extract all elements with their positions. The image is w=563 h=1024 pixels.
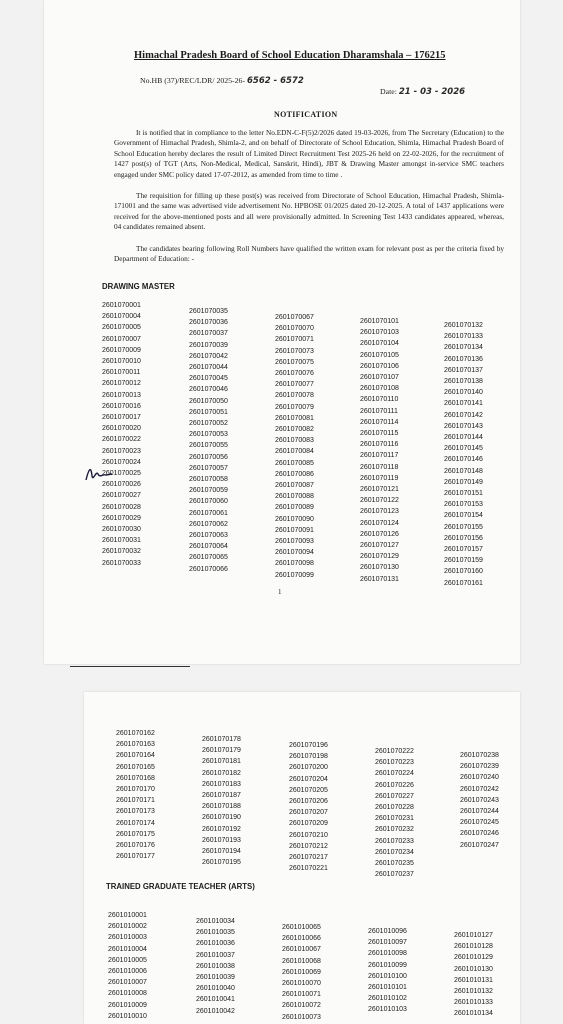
roll-number: 2601070081 — [275, 414, 314, 422]
roll-number: 2601070088 — [275, 493, 314, 501]
roll-number: 2601010002 — [108, 923, 147, 931]
roll-number: 2601070124 — [360, 519, 399, 527]
roll-number: 2601070134 — [444, 344, 483, 352]
roll-number: 2601070170 — [116, 786, 155, 794]
roll-number: 2601010127 — [454, 932, 493, 939]
roll-number: 2601010128 — [454, 943, 493, 951]
roll-number: 2601070183 — [202, 780, 241, 788]
roll-number: 2601070149 — [444, 478, 483, 486]
roll-number: 2601070009 — [102, 346, 141, 354]
roll-number: 2601070116 — [360, 441, 399, 449]
roll-number: 2601070206 — [289, 798, 328, 806]
roll-number: 2601010101 — [368, 984, 407, 992]
tgt-roll-column-1 — [108, 910, 147, 1022]
roll-number: 2601010004 — [108, 945, 147, 953]
roll-number: 2601070053 — [189, 431, 228, 439]
roll-number: 2601070099 — [275, 571, 314, 579]
notification-page-2 — [84, 692, 520, 1024]
roll-number: 2601070131 — [360, 575, 399, 583]
roll-column-cont-5 — [460, 750, 499, 851]
roll-number: 2601010099 — [368, 961, 407, 969]
roll-number: 2601070244 — [460, 808, 499, 816]
paragraph-requisition: The requisition for filling up these post(s) was received from Directorate of School Education, Himachal Pradesh, Shimla-171001 and the same was advertised vide advertisement No. HPBOSE 01/2025 dated 20-12-2025. A total of 1437 applications were received for the above-mentioned posts and all were provisionally admitted. In Screening Test 1433 candidates appeared, whereas, 04 candidates remained absent. — [114, 191, 504, 232]
roll-number: 2601070063 — [189, 532, 228, 540]
roll-number: 2601010042 — [196, 1007, 235, 1015]
tgt-roll-column-4 — [368, 926, 407, 1016]
roll-number: 2601070085 — [275, 459, 314, 467]
roll-number: 2601070087 — [275, 482, 314, 490]
roll-number: 2601070091 — [275, 526, 314, 534]
roll-number: 2601070114 — [360, 418, 399, 426]
roll-number: 2601070205 — [289, 786, 328, 794]
roll-number: 2601070224 — [375, 770, 414, 778]
roll-number: 2601070228 — [375, 804, 414, 812]
roll-number: 2601070151 — [444, 490, 483, 498]
page-divider — [70, 666, 190, 667]
roll-number: 2601070061 — [189, 509, 228, 517]
roll-number: 2601010071 — [282, 991, 321, 999]
roll-number: 2601070118 — [360, 463, 399, 471]
roll-column-cont-4 — [375, 746, 414, 880]
roll-number: 2601010068 — [282, 957, 321, 965]
roll-number: 2601070240 — [460, 774, 499, 782]
roll-number: 2601070016 — [102, 402, 141, 410]
roll-number: 2601070122 — [360, 497, 399, 505]
roll-number: 2601070025 — [102, 470, 141, 478]
roll-number: 2601070082 — [275, 426, 314, 434]
board-title: Himachal Pradesh Board of School Education Dharamshala – 176215 — [134, 50, 446, 61]
roll-number: 2601070212 — [289, 842, 328, 850]
roll-number: 2601070243 — [460, 796, 499, 804]
roll-number: 2601070142 — [444, 411, 483, 419]
roll-number: 2601070073 — [275, 347, 314, 355]
roll-number: 2601070077 — [275, 381, 314, 389]
roll-number: 2601070084 — [275, 448, 314, 456]
roll-number: 2601010129 — [454, 954, 493, 962]
roll-number: 2601070140 — [444, 389, 483, 397]
roll-number: 2601070198 — [289, 753, 328, 761]
roll-number: 2601070164 — [116, 752, 155, 760]
roll-number: 2601070154 — [444, 512, 483, 520]
roll-number: 2601070133 — [444, 333, 483, 341]
roll-number: 2601070022 — [102, 436, 141, 444]
roll-number: 2601010070 — [282, 980, 321, 988]
roll-number: 2601070145 — [444, 445, 483, 453]
roll-column-cont-3 — [289, 740, 328, 874]
roll-number: 2601010097 — [368, 939, 407, 947]
roll-number: 2601070157 — [444, 546, 483, 554]
roll-number: 2601070026 — [102, 481, 141, 489]
roll-number: 2601010067 — [282, 946, 321, 954]
roll-number: 2601070059 — [189, 487, 228, 495]
reference-handwritten: 6562 - 6572 — [247, 76, 304, 86]
roll-number: 2601070037 — [189, 330, 228, 338]
reference-prefix: No.HB (37)/REC/LDR/ 2025-26- — [140, 76, 246, 85]
roll-number: 2601010072 — [282, 1002, 321, 1010]
roll-number: 2601070187 — [202, 792, 241, 800]
roll-number: 2601010010 — [108, 1012, 147, 1020]
roll-number: 2601070174 — [116, 819, 155, 827]
roll-number: 2601070058 — [189, 476, 228, 484]
roll-number: 2601010001 — [108, 912, 147, 919]
roll-number: 2601010003 — [108, 934, 147, 942]
roll-number: 2601070056 — [189, 453, 228, 461]
roll-number: 2601010098 — [368, 950, 407, 958]
roll-number: 2601070235 — [375, 860, 414, 868]
notification-page-1 — [44, 0, 520, 664]
roll-column-4 — [360, 316, 399, 585]
roll-number: 2601070146 — [444, 456, 483, 464]
roll-number: 2601070066 — [189, 565, 228, 573]
roll-number: 2601010036 — [196, 940, 235, 948]
roll-number: 2601070106 — [360, 362, 399, 370]
roll-number: 2601070067 — [275, 314, 314, 321]
roll-number: 2601070027 — [102, 492, 141, 500]
roll-number: 2601070242 — [460, 785, 499, 793]
roll-number: 2601070083 — [275, 437, 314, 445]
roll-number: 2601070004 — [102, 313, 141, 321]
roll-number: 2601070159 — [444, 557, 483, 565]
roll-number: 2601070029 — [102, 514, 141, 522]
roll-number: 2601070190 — [202, 814, 241, 822]
roll-number: 2601070160 — [444, 568, 483, 576]
paragraph-qualified: The candidates bearing following Roll Numbers have qualified the written exam for relevant post as per the criteria fixed by Department of Education: - — [114, 244, 504, 264]
roll-number: 2601070023 — [102, 447, 141, 455]
roll-number: 2601070105 — [360, 351, 399, 359]
roll-number: 2601070031 — [102, 537, 141, 545]
roll-number: 2601070115 — [360, 430, 399, 438]
roll-number: 2601070161 — [444, 579, 483, 587]
roll-number: 2601010035 — [196, 929, 235, 937]
roll-number: 2601070057 — [189, 464, 228, 472]
roll-number: 2601070129 — [360, 553, 399, 561]
roll-number: 2601070192 — [202, 825, 241, 833]
roll-number: 2601070007 — [102, 335, 141, 343]
roll-number: 2601070036 — [189, 319, 228, 327]
date-handwritten: 21 - 03 - 2026 — [398, 87, 466, 97]
roll-column-cont-1 — [116, 728, 155, 862]
roll-number: 2601010066 — [282, 935, 321, 943]
roll-number: 2601070173 — [116, 808, 155, 816]
roll-number: 2601070179 — [202, 747, 241, 755]
roll-number: 2601010073 — [282, 1013, 321, 1021]
roll-number: 2601010069 — [282, 968, 321, 976]
roll-number: 2601070194 — [202, 848, 241, 856]
roll-number: 2601070136 — [444, 355, 483, 363]
roll-number: 2601070111 — [360, 407, 398, 415]
roll-number: 2601070226 — [375, 781, 414, 789]
roll-number: 2601070246 — [460, 830, 499, 838]
roll-number: 2601010038 — [196, 962, 235, 970]
tgt-roll-column-5 — [454, 930, 493, 1020]
roll-number: 2601070012 — [102, 380, 141, 388]
roll-number: 2601070177 — [116, 853, 155, 861]
roll-number: 2601070110 — [360, 396, 399, 404]
roll-number: 2601070155 — [444, 523, 483, 531]
roll-number: 2601010132 — [454, 988, 493, 996]
roll-number: 2601070204 — [289, 775, 328, 783]
roll-number: 2601070247 — [460, 841, 499, 849]
roll-number: 2601070076 — [275, 370, 314, 378]
roll-number: 2601070017 — [102, 414, 141, 422]
roll-number: 2601070086 — [275, 470, 314, 478]
roll-number: 2601070107 — [360, 374, 399, 382]
tgt-roll-column-2 — [196, 916, 235, 1017]
roll-number: 2601010040 — [196, 985, 235, 993]
roll-number: 2601070020 — [102, 425, 141, 433]
roll-number: 2601070138 — [444, 378, 483, 386]
roll-number: 2601070011 — [102, 369, 141, 377]
roll-number: 2601070108 — [360, 385, 399, 393]
roll-number: 2601070117 — [360, 452, 399, 460]
roll-number: 2601070055 — [189, 442, 228, 450]
roll-number: 2601070045 — [189, 375, 228, 383]
roll-number: 2601070030 — [102, 526, 141, 534]
roll-number: 2601070060 — [189, 498, 228, 506]
roll-number: 2601070132 — [444, 322, 483, 329]
roll-column-2 — [189, 306, 228, 575]
roll-number: 2601070200 — [289, 764, 328, 772]
roll-number: 2601070101 — [360, 318, 399, 325]
roll-number: 2601070044 — [189, 364, 228, 372]
roll-column-cont-2 — [202, 734, 241, 868]
roll-number: 2601010102 — [368, 995, 407, 1003]
roll-number: 2601070123 — [360, 508, 399, 516]
roll-number: 2601070094 — [275, 549, 314, 557]
roll-number: 2601010103 — [368, 1006, 407, 1014]
roll-column-5 — [444, 320, 483, 589]
tgt-roll-column-3 — [282, 922, 321, 1023]
roll-number: 2601070126 — [360, 530, 399, 538]
roll-number: 2601070121 — [360, 486, 399, 494]
roll-number: 2601070075 — [275, 358, 314, 366]
roll-number: 2601010100 — [368, 972, 407, 980]
roll-number: 2601070245 — [460, 819, 499, 827]
roll-number: 2601070237 — [375, 871, 414, 879]
roll-number: 2601070182 — [202, 769, 241, 777]
roll-number: 2601070052 — [189, 420, 228, 428]
roll-number: 2601070162 — [116, 730, 155, 737]
roll-number: 2601070165 — [116, 763, 155, 771]
date-label: Date: — [380, 87, 397, 96]
roll-number: 2601010005 — [108, 956, 147, 964]
roll-number: 2601010134 — [454, 1010, 493, 1018]
roll-number: 2601070033 — [102, 559, 141, 567]
roll-number: 2601070104 — [360, 340, 399, 348]
roll-number: 2601070222 — [375, 748, 414, 755]
roll-number: 2601070171 — [116, 797, 155, 805]
roll-number: 2601070071 — [275, 336, 314, 344]
roll-number: 2601070148 — [444, 467, 483, 475]
roll-number: 2601070238 — [460, 752, 499, 759]
roll-number: 2601010039 — [196, 974, 235, 982]
page-number: 1 — [278, 588, 282, 596]
roll-number: 2601070143 — [444, 422, 483, 430]
roll-number: 2601070089 — [275, 504, 314, 512]
roll-number: 2601070232 — [375, 826, 414, 834]
roll-number: 2601070079 — [275, 403, 314, 411]
roll-number: 2601070239 — [460, 763, 499, 771]
roll-number: 2601070042 — [189, 352, 228, 360]
notification-date — [380, 87, 465, 97]
roll-column-3 — [275, 312, 314, 581]
roll-number: 2601070001 — [102, 302, 141, 309]
roll-number: 2601070175 — [116, 830, 155, 838]
roll-number: 2601010133 — [454, 999, 493, 1007]
roll-number: 2601070064 — [189, 543, 228, 551]
roll-column-1 — [102, 300, 141, 569]
reference-number — [140, 76, 304, 86]
roll-number: 2601070065 — [189, 554, 228, 562]
roll-number: 2601070046 — [189, 386, 228, 394]
roll-number: 2601010096 — [368, 928, 407, 935]
notification-heading: NOTIFICATION — [274, 110, 338, 119]
roll-number: 2601070188 — [202, 803, 241, 811]
roll-number: 2601070193 — [202, 836, 241, 844]
roll-number: 2601070119 — [360, 474, 399, 482]
signature-mark — [84, 462, 114, 484]
roll-number: 2601070217 — [289, 854, 328, 862]
roll-number: 2601070028 — [102, 503, 141, 511]
roll-number: 2601070210 — [289, 831, 328, 839]
roll-number: 2601010131 — [454, 976, 493, 984]
section-title-tgt-arts: TRAINED GRADUATE TEACHER (ARTS) — [106, 882, 255, 891]
roll-number: 2601070163 — [116, 741, 155, 749]
roll-number: 2601070137 — [444, 366, 483, 374]
paragraph-intro: It is notified that in compliance to the letter No.EDN-C-F(5)2/2026 dated 19-03-2026, from The Secretary (Education) to the Government of Himachal Pradesh, Shimla-2, and on behalf of Directorate of School Education, Shimla, Himachal Pradesh Board of School Education hereby declares the result of Limited Direct Recruitment Test 2025-26 held on 22-02-2026, for the recruitment of 1427 post(s) of TGT (Arts, Non-Medical, Medical, Sanskrit, Hindi), JBT & Drawing Master amongst in-service SMC teachers engaged under SMC policy dated 17-07-2012, as amended from time to time . — [114, 128, 504, 179]
roll-number: 2601070062 — [189, 520, 228, 528]
roll-number: 2601070098 — [275, 560, 314, 568]
roll-number: 2601070196 — [289, 742, 328, 749]
roll-number: 2601010065 — [282, 924, 321, 931]
roll-number: 2601070078 — [275, 392, 314, 400]
roll-number: 2601010130 — [454, 965, 493, 973]
roll-number: 2601070207 — [289, 809, 328, 817]
roll-number: 2601070013 — [102, 391, 141, 399]
roll-number: 2601070090 — [275, 515, 314, 523]
roll-number: 2601010041 — [196, 996, 235, 1004]
roll-number: 2601070141 — [444, 400, 483, 408]
roll-number: 2601070144 — [444, 434, 483, 442]
roll-number: 2601070156 — [444, 534, 483, 542]
roll-number: 2601070127 — [360, 542, 399, 550]
roll-number: 2601070209 — [289, 820, 328, 828]
roll-number: 2601070010 — [102, 358, 141, 366]
roll-number: 2601010037 — [196, 951, 235, 959]
roll-number: 2601070039 — [189, 341, 228, 349]
roll-number: 2601010006 — [108, 968, 147, 976]
roll-number: 2601070178 — [202, 736, 241, 743]
roll-number: 2601070024 — [102, 458, 141, 466]
roll-number: 2601070093 — [275, 538, 314, 546]
roll-number: 2601010007 — [108, 979, 147, 987]
roll-number: 2601070035 — [189, 308, 228, 315]
section-title-drawing-master: DRAWING MASTER — [102, 282, 175, 291]
roll-number: 2601070234 — [375, 848, 414, 856]
roll-number: 2601070050 — [189, 397, 228, 405]
roll-number: 2601070103 — [360, 329, 399, 337]
roll-number: 2601070221 — [289, 865, 328, 873]
roll-number: 2601070168 — [116, 774, 155, 782]
roll-number: 2601070070 — [275, 325, 314, 333]
roll-number: 2601010009 — [108, 1001, 147, 1009]
roll-number: 2601070227 — [375, 792, 414, 800]
roll-number: 2601010008 — [108, 990, 147, 998]
roll-number: 2601070223 — [375, 759, 414, 767]
roll-number: 2601010034 — [196, 918, 235, 925]
roll-number: 2601070181 — [202, 758, 241, 766]
roll-number: 2601070130 — [360, 564, 399, 572]
roll-number: 2601070032 — [102, 548, 141, 556]
roll-number: 2601070233 — [375, 837, 414, 845]
roll-number: 2601070051 — [189, 408, 228, 416]
roll-number: 2601070153 — [444, 501, 483, 509]
roll-number: 2601070195 — [202, 859, 241, 867]
roll-number: 2601070176 — [116, 842, 155, 850]
roll-number: 2601070005 — [102, 324, 141, 332]
roll-number: 2601070231 — [375, 815, 414, 823]
